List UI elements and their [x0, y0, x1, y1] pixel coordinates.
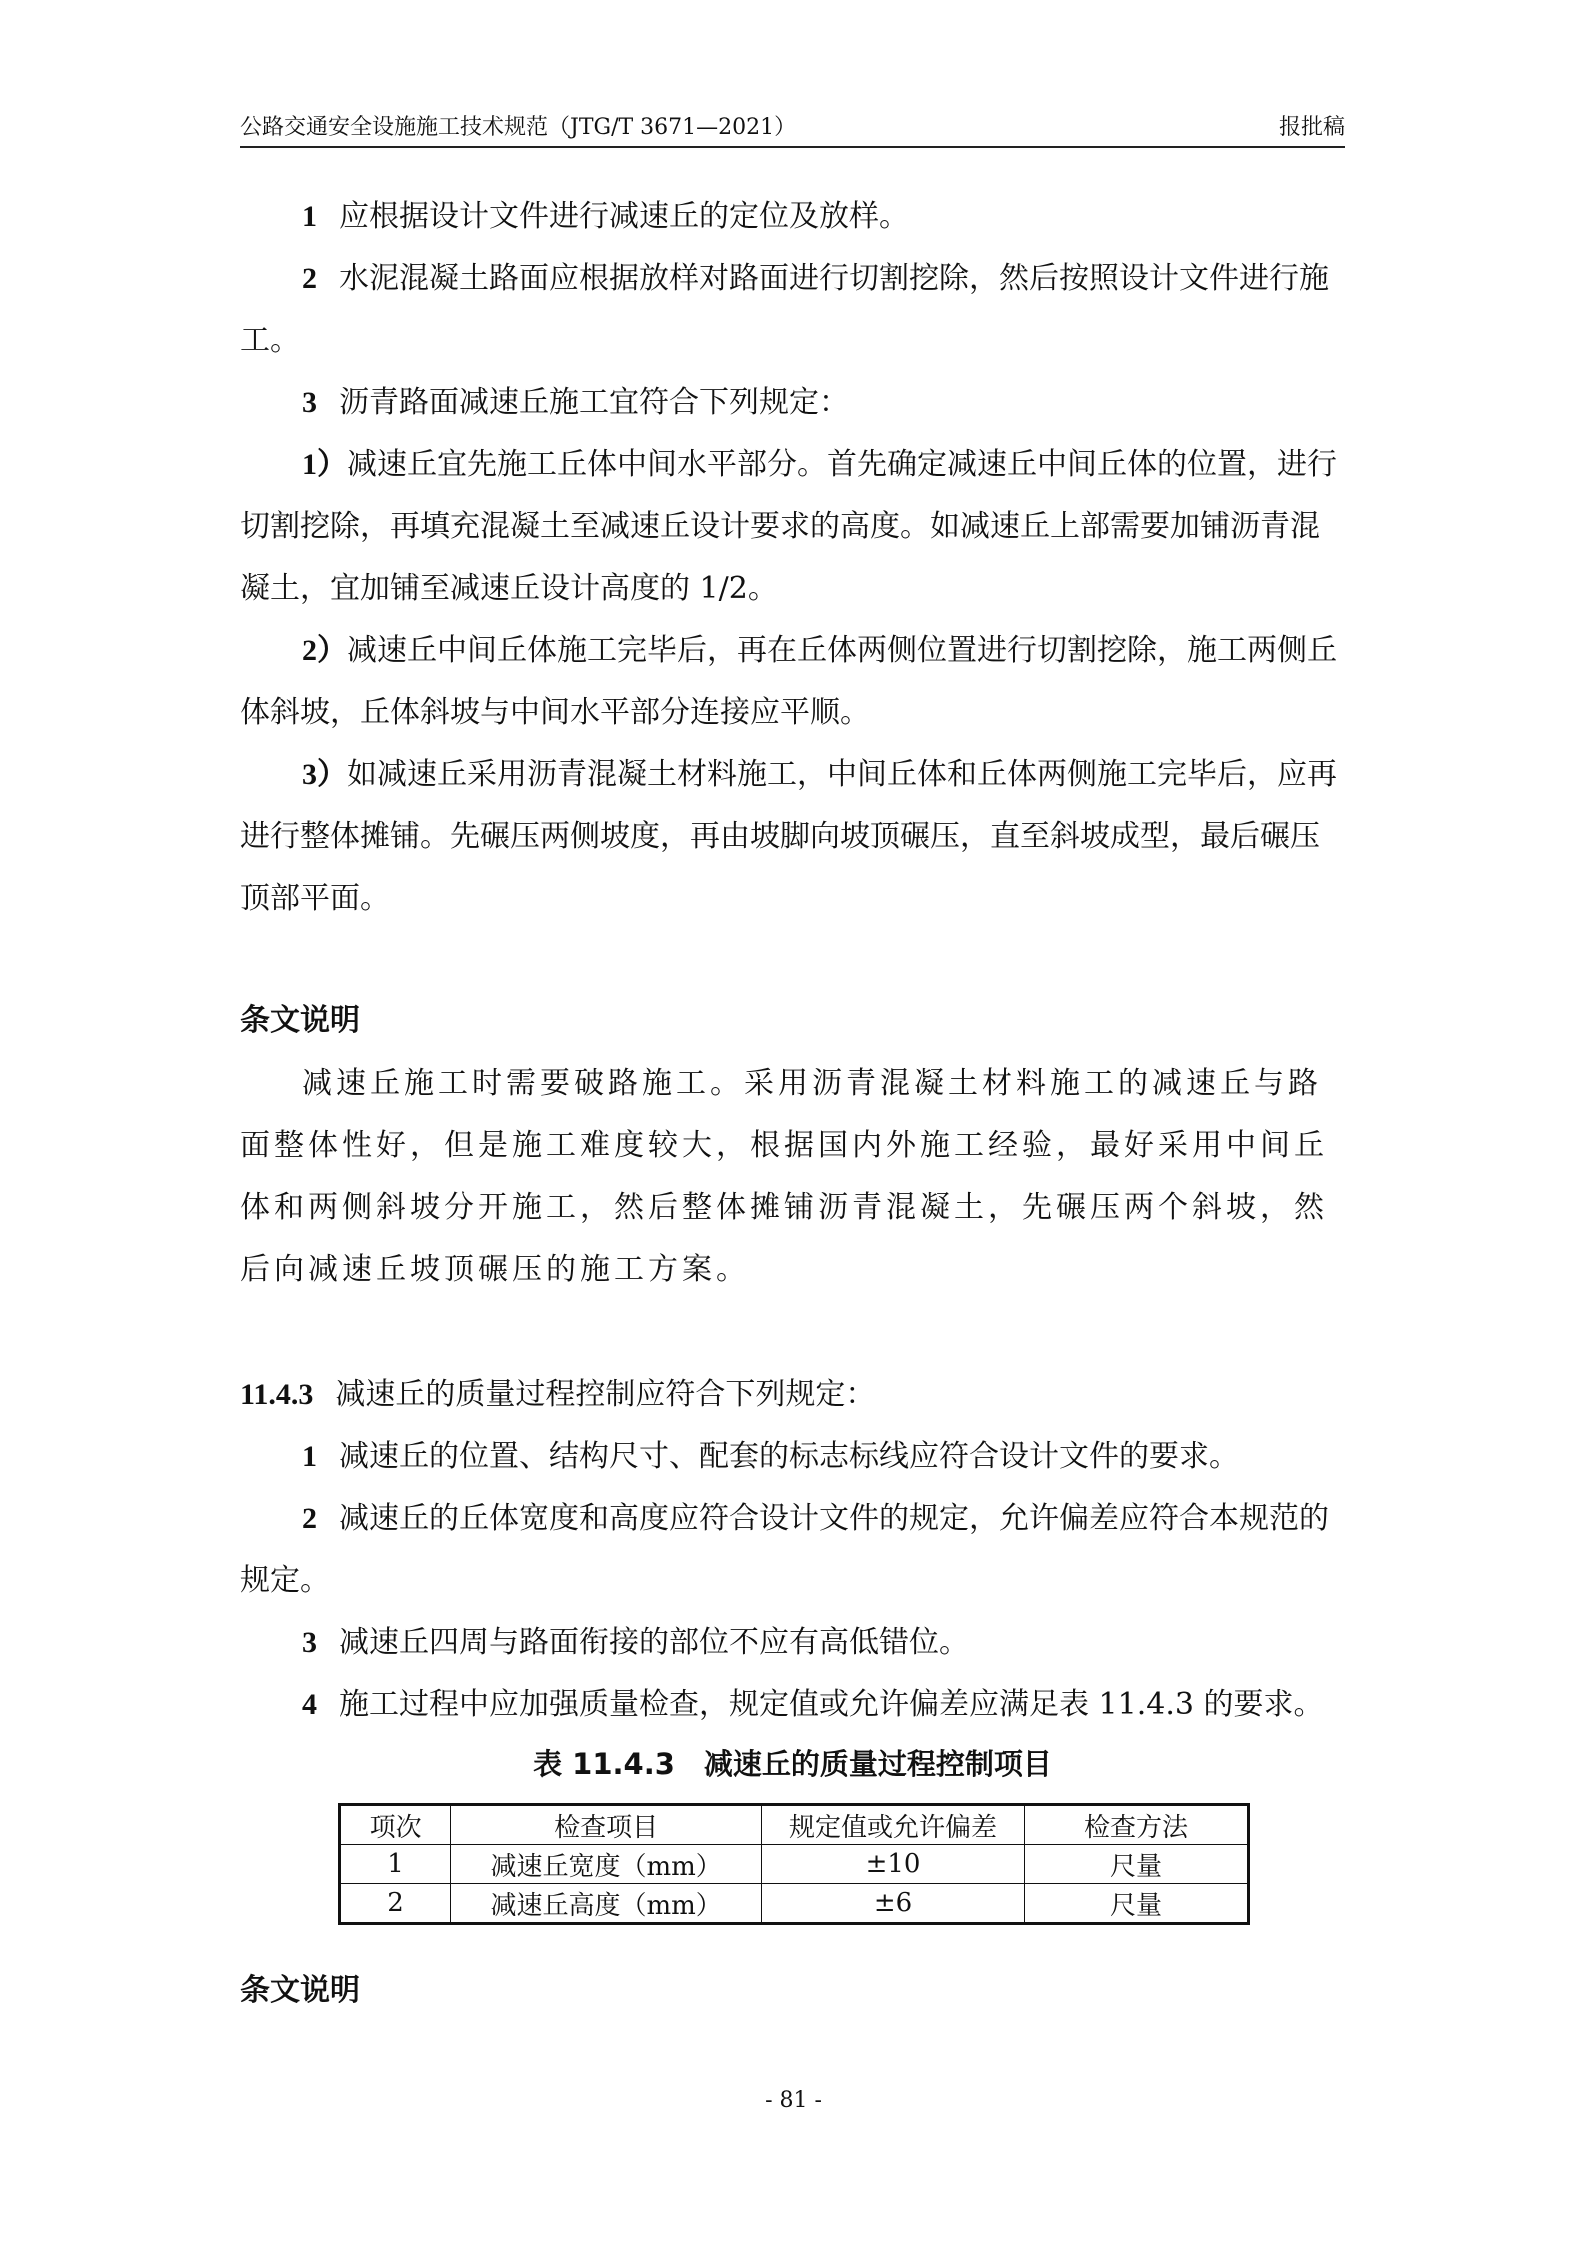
table-cell: 减速丘高度（mm） — [451, 1884, 762, 1924]
explanation-heading: 条文说明 — [240, 1973, 360, 2008]
quality-control-table — [338, 1803, 1250, 1925]
header-rule — [240, 146, 1345, 148]
list-item: 3 减速丘四周与路面衔接的部位不应有高低错位。 — [302, 1625, 969, 1660]
sub-list-item: 3）如减速丘采用沥青混凝土材料施工，中间丘体和丘体两侧施工完毕后，应再进行整体摊铺。先碾压两侧坡度，再由坡脚向坡顶碾压，直至斜坡成型，最后碾压顶部平面。 — [240, 757, 1337, 916]
list-item: 3 沥青路面减速丘施工宜符合下列规定： — [302, 385, 849, 420]
table-header-cell: 项次 — [340, 1805, 451, 1845]
table-header-cell: 规定值或允许偏差 — [762, 1805, 1025, 1845]
page-header — [240, 110, 1345, 144]
table-row — [340, 1845, 1249, 1884]
clause-number: 11.4.3 — [240, 1378, 314, 1411]
table-cell: ±6 — [762, 1884, 1025, 1924]
table-header-row — [340, 1805, 1249, 1845]
table-row — [340, 1884, 1249, 1924]
table-cell: 2 — [340, 1884, 451, 1924]
list-item: 1 减速丘的位置、结构尺寸、配套的标志标线应符合设计文件的要求。 — [302, 1439, 1239, 1474]
table-cell: 减速丘宽度（mm） — [451, 1845, 762, 1884]
sub-list-item: 2）减速丘中间丘体施工完毕后，再在丘体两侧位置进行切割挖除，施工两侧丘体斜坡，丘体斜坡与中间水平部分连接应平顺。 — [240, 633, 1337, 730]
list-item: 2 减速丘的丘体宽度和高度应符合设计文件的规定，允许偏差应符合本规范的规定。 — [240, 1501, 1329, 1598]
table-cell: 尺量 — [1024, 1845, 1248, 1884]
table-cell: 尺量 — [1024, 1884, 1248, 1924]
table-cell: ±10 — [762, 1845, 1025, 1884]
table-header-cell: 检查方法 — [1024, 1805, 1248, 1845]
explanation-heading: 条文说明 — [240, 1003, 360, 1038]
page-number: - 81 - — [765, 2088, 822, 2113]
list-item: 2 水泥混凝土路面应根据放样对路面进行切割挖除，然后按照设计文件进行施工。 — [240, 261, 1329, 358]
list-item: 4 施工过程中应加强质量检查，规定值或允许偏差应满足表 11.4.3 的要求。 — [302, 1687, 1324, 1722]
table-title: 表 11.4.3 减速丘的质量过程控制项目 — [533, 1747, 1052, 1781]
explanation-text: 减速丘施工时需要破路施工。采用沥青混凝土材料施工的减速丘与路面整体性好，但是施工难度较大，根据国内外施工经验，最好采用中间丘体和两侧斜坡分开施工，然后整体摊铺沥青混凝土，先碾压两个斜坡，然后向减速丘坡顶碾压的施工方案。 — [240, 1066, 1328, 1287]
header-status: 报批稿 — [1278, 115, 1345, 140]
clause — [240, 1364, 1345, 1426]
clause-text: 减速丘的质量过程控制应符合下列规定： — [335, 1377, 876, 1412]
table-header-cell: 检查项目 — [451, 1805, 762, 1845]
table-cell: 1 — [340, 1845, 451, 1884]
list-item: 1 应根据设计文件进行减速丘的定位及放样。 — [302, 199, 909, 234]
header-title: 公路交通安全设施施工技术规范（JTG/T 3671—2021） — [240, 115, 797, 140]
sub-list-item: 1）减速丘宜先施工丘体中间水平部分。首先确定减速丘中间丘体的位置，进行切割挖除，再填充混凝土至减速丘设计要求的高度。如减速丘上部需要加铺沥青混凝土，宜加铺至减速丘设计高度的 1/2。 — [240, 447, 1337, 606]
